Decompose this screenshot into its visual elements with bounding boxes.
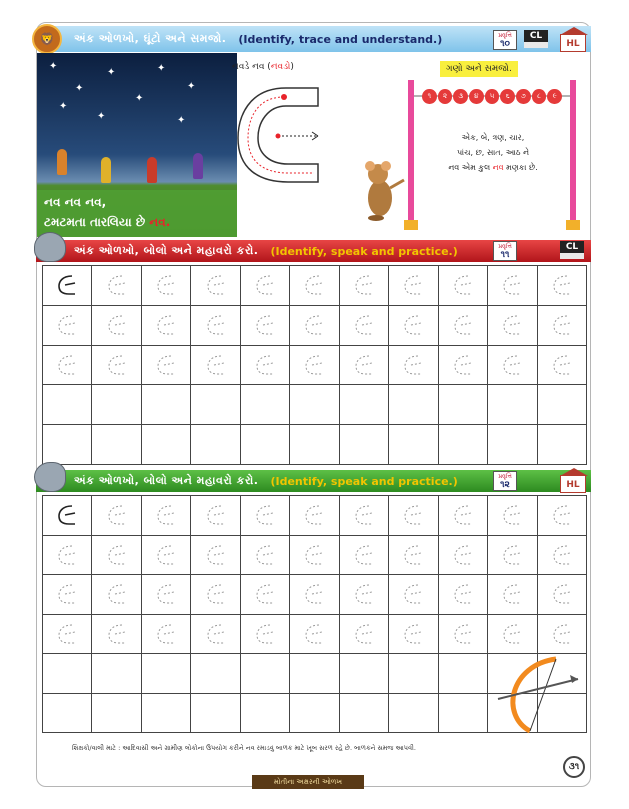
practice-cell[interactable]: [389, 496, 438, 536]
practice-cell[interactable]: [92, 385, 141, 425]
practice-cell[interactable]: [290, 496, 339, 536]
practice-cell[interactable]: [488, 615, 537, 655]
count-label: ગણો અને સમજો.: [440, 61, 518, 77]
practice-cell[interactable]: [340, 496, 389, 536]
practice-cell[interactable]: [439, 654, 488, 694]
practice-cell[interactable]: [43, 536, 92, 576]
practice-cell[interactable]: [538, 346, 587, 386]
practice-cell[interactable]: [340, 385, 389, 425]
practice-cell[interactable]: [439, 306, 488, 346]
practice-cell[interactable]: [488, 346, 537, 386]
practice-cell[interactable]: [92, 654, 141, 694]
practice-cell[interactable]: [43, 266, 92, 306]
practice-cell[interactable]: [241, 346, 290, 386]
practice-cell[interactable]: [241, 575, 290, 615]
footer-banner: મોતીના અક્ષરની ઓળખ: [252, 775, 364, 789]
practice-cell[interactable]: [92, 496, 141, 536]
practice-cell[interactable]: [142, 615, 191, 655]
practice-cell[interactable]: [43, 654, 92, 694]
bead-row: [422, 89, 562, 105]
practice-cell[interactable]: [439, 694, 488, 734]
practice-cell[interactable]: [439, 346, 488, 386]
activity-tag-11: પ્રવૃત્તિ ૧૧: [493, 241, 517, 261]
practice-cell[interactable]: [191, 346, 240, 386]
practice-cell[interactable]: [389, 346, 438, 386]
practice-cell[interactable]: [191, 496, 240, 536]
practice-cell[interactable]: [290, 575, 339, 615]
practice-cell[interactable]: [439, 266, 488, 306]
practice-cell[interactable]: [389, 385, 438, 425]
practice-cell[interactable]: [488, 496, 537, 536]
practice-cell[interactable]: [43, 346, 92, 386]
practice-cell[interactable]: [191, 615, 240, 655]
section3-title: અંક ઓળખો, બોલો અને મહાવરો કરો.: [74, 474, 259, 487]
activity-tag-12: પ્રવૃત્તિ ૧૨: [493, 471, 517, 491]
practice-cell[interactable]: [92, 615, 141, 655]
practice-cell[interactable]: [92, 425, 141, 465]
lion-mascot-icon: 🦁: [32, 24, 62, 54]
practice-cell[interactable]: [43, 306, 92, 346]
practice-cell[interactable]: [191, 694, 240, 734]
cl-badge-2: CL: [560, 241, 584, 259]
practice-cell[interactable]: [439, 425, 488, 465]
bead: ૧: [422, 89, 437, 104]
practice-grid-1: [42, 265, 587, 465]
practice-cell[interactable]: [290, 536, 339, 576]
practice-cell[interactable]: [92, 306, 141, 346]
practice-cell[interactable]: [241, 694, 290, 734]
practice-cell[interactable]: [389, 654, 438, 694]
practice-cell[interactable]: [142, 536, 191, 576]
hl-badge: HL: [560, 34, 586, 52]
practice-cell[interactable]: [142, 654, 191, 694]
practice-cell[interactable]: [389, 306, 438, 346]
practice-cell[interactable]: [142, 694, 191, 734]
large-nine-trace-guide: [228, 78, 328, 194]
section2-title-en: (Identify, speak and practice.): [270, 244, 458, 258]
activity-tag-10: પ્રવૃત્તિ ૧૦: [493, 30, 517, 50]
practice-cell[interactable]: [290, 346, 339, 386]
teacher-note: શિક્ષકો/વાલી માટે : આદિવાસી અને ગ્રામીણ લોકોના ઉપયોગ કરીને નવ રમાડવું બાળક માટે ખૂબ સરળ રહે છે. બાળકને સમજ આપવી.: [72, 744, 416, 752]
practice-cell[interactable]: [142, 575, 191, 615]
practice-cell[interactable]: [290, 694, 339, 734]
practice-cell[interactable]: [439, 385, 488, 425]
practice-cell[interactable]: [389, 575, 438, 615]
practice-cell[interactable]: [241, 306, 290, 346]
practice-cell[interactable]: [538, 306, 587, 346]
practice-cell[interactable]: [488, 536, 537, 576]
practice-cell[interactable]: [340, 694, 389, 734]
practice-cell[interactable]: [290, 425, 339, 465]
practice-cell[interactable]: [142, 496, 191, 536]
practice-cell[interactable]: [389, 425, 438, 465]
practice-cell[interactable]: [241, 266, 290, 306]
practice-cell[interactable]: [488, 425, 537, 465]
practice-cell[interactable]: [538, 615, 587, 655]
practice-cell[interactable]: [439, 615, 488, 655]
practice-cell[interactable]: [340, 654, 389, 694]
poem-line-1: નવ નવ નવ,: [44, 195, 107, 209]
practice-cell[interactable]: [43, 496, 92, 536]
practice-cell[interactable]: [191, 385, 240, 425]
practice-cell[interactable]: [241, 654, 290, 694]
practice-cell[interactable]: [538, 425, 587, 465]
practice-cell[interactable]: [290, 306, 339, 346]
bead: ૮: [532, 89, 547, 104]
practice-cell[interactable]: [538, 496, 587, 536]
practice-cell[interactable]: [290, 266, 339, 306]
practice-cell[interactable]: [241, 615, 290, 655]
poem-line-2: ટમટમતા તારલિયા છે નવ.: [44, 215, 171, 229]
practice-cell[interactable]: [439, 575, 488, 615]
bead: ૯: [547, 89, 562, 104]
practice-cell[interactable]: [290, 385, 339, 425]
section2-title: અંક ઓળખો, બોલો અને મહાવરો કરો.: [74, 244, 259, 257]
practice-cell[interactable]: [241, 425, 290, 465]
practice-cell[interactable]: [538, 575, 587, 615]
practice-cell[interactable]: [290, 654, 339, 694]
counting-text: એક, બે, ત્રણ, ચાર, પાંચ, છ, સાત, આઠ ને નવ એમ કુલ નવ મણકા છે.: [448, 133, 538, 172]
cl-badge: CL: [524, 30, 548, 48]
bead: ૪: [469, 89, 484, 104]
practice-cell[interactable]: [191, 425, 240, 465]
practice-cell[interactable]: [142, 266, 191, 306]
practice-cell[interactable]: [43, 385, 92, 425]
practice-cell[interactable]: [92, 536, 141, 576]
practice-cell[interactable]: [488, 575, 537, 615]
practice-cell[interactable]: [241, 496, 290, 536]
practice-cell[interactable]: [340, 306, 389, 346]
practice-cell[interactable]: [92, 346, 141, 386]
practice-cell[interactable]: [43, 694, 92, 734]
practice-cell[interactable]: [538, 536, 587, 576]
practice-cell[interactable]: [389, 266, 438, 306]
practice-cell[interactable]: [191, 654, 240, 694]
practice-cell[interactable]: [142, 385, 191, 425]
bead: ૭: [516, 89, 531, 104]
page-number: ૩૧: [563, 756, 585, 778]
bead: ૬: [500, 89, 515, 104]
practice-cell[interactable]: [92, 575, 141, 615]
practice-cell[interactable]: [92, 694, 141, 734]
bow-and-arrow-icon: [490, 655, 582, 735]
mouse-mascot-icon: [358, 158, 406, 222]
section1-title: અંક ઓળખો, ઘૂંટો અને સમજો.: [74, 32, 227, 45]
elephant-mascot-icon: [34, 232, 66, 262]
practice-cell[interactable]: [191, 536, 240, 576]
practice-cell[interactable]: [488, 385, 537, 425]
night-sky-illustration: ✦ ✦ ✦ ✦ ✦ ✦ ✦ ✦ ✦: [37, 53, 237, 237]
trace-title: નવડે નવ (નવડો): [232, 62, 294, 72]
practice-cell[interactable]: [43, 425, 92, 465]
practice-cell[interactable]: [191, 266, 240, 306]
practice-cell[interactable]: [538, 266, 587, 306]
section3-title-en: (Identify, speak and practice.): [270, 474, 458, 488]
practice-cell[interactable]: [290, 615, 339, 655]
practice-cell[interactable]: [340, 575, 389, 615]
practice-cell[interactable]: [340, 536, 389, 576]
rhino-mascot-icon: [34, 462, 66, 492]
bead: ૩: [453, 89, 468, 104]
practice-cell[interactable]: [538, 385, 587, 425]
section1-title-en: (Identify, trace and understand.): [238, 32, 443, 46]
practice-cell[interactable]: [389, 615, 438, 655]
practice-cell[interactable]: [439, 496, 488, 536]
practice-cell[interactable]: [142, 425, 191, 465]
practice-cell[interactable]: [241, 536, 290, 576]
practice-cell[interactable]: [241, 385, 290, 425]
bead: ૫: [485, 89, 500, 104]
practice-cell[interactable]: [389, 694, 438, 734]
practice-cell[interactable]: [191, 575, 240, 615]
practice-cell[interactable]: [43, 615, 92, 655]
practice-cell[interactable]: [43, 575, 92, 615]
practice-cell[interactable]: [389, 536, 438, 576]
practice-cell[interactable]: [92, 266, 141, 306]
practice-cell[interactable]: [191, 306, 240, 346]
practice-cell[interactable]: [142, 346, 191, 386]
practice-cell[interactable]: [340, 615, 389, 655]
practice-cell[interactable]: [340, 425, 389, 465]
practice-cell[interactable]: [488, 306, 537, 346]
practice-cell[interactable]: [439, 536, 488, 576]
hl-badge-2: HL: [560, 475, 586, 493]
bead: ૨: [438, 89, 453, 104]
practice-cell[interactable]: [340, 346, 389, 386]
practice-cell[interactable]: [488, 266, 537, 306]
practice-cell[interactable]: [340, 266, 389, 306]
practice-cell[interactable]: [142, 306, 191, 346]
